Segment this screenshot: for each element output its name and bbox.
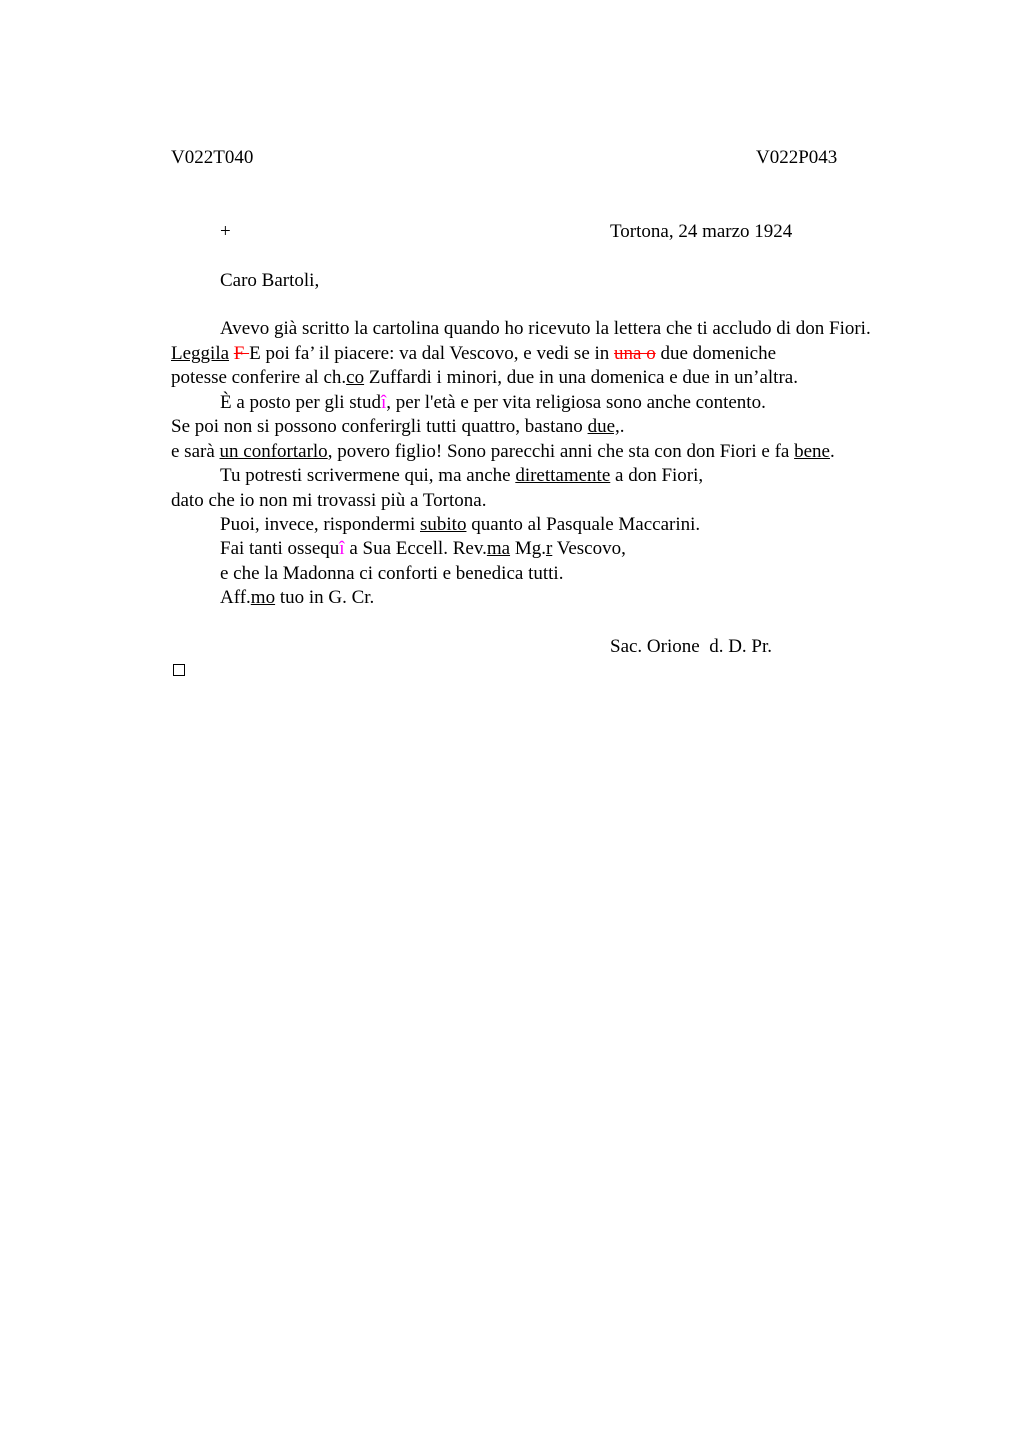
place-date: Tortona, 24 marzo 1924 xyxy=(610,221,793,242)
signature: Sac. Orione d. D. Pr. xyxy=(610,636,773,657)
underlined-text: mo xyxy=(250,587,276,608)
letter-line-5: Se poi non si possono conferirgli tutti quattro, bastano due,. xyxy=(171,416,625,437)
underlined-text: direttamente xyxy=(515,465,611,486)
underlined-text: subito xyxy=(420,514,467,535)
letter-line-7: Tu potresti scrivermene qui, ma anche direttamente a don Fiori, xyxy=(220,465,704,486)
letter-line-11: e che la Madonna ci conforti e benedica tutti. xyxy=(220,563,564,584)
underlined-text: ma xyxy=(486,538,511,559)
underlined-text: un confortarlo xyxy=(219,441,328,462)
underlined-text: Leggila xyxy=(171,343,230,364)
letter-line-6: e sarà un confortarlo, povero figlio! Sono parecchi anni che sta con don Fiori e fa bene. xyxy=(171,441,835,462)
letter-line-2: Leggila F E poi fa’ il piacere: va dal Vescovo, e vedi se in una o due domeniche xyxy=(171,343,777,364)
letter-line-4: È a posto per gli studî, per l'età e per vita religiosa sono anche contento. xyxy=(220,392,766,413)
deleted-text: una o xyxy=(614,343,656,364)
underlined-text: co xyxy=(346,367,365,388)
salutation: Caro Bartoli, xyxy=(220,270,320,291)
deleted-text: F xyxy=(233,343,250,364)
inserted-text: î xyxy=(339,538,345,559)
underlined-text: r xyxy=(545,538,553,559)
letter-line-9: Puoi, invece, rispondermi subito quanto al Pasquale Maccarini. xyxy=(220,514,701,535)
letter-line-10: Fai tanti ossequî a Sua Eccell. Rev.ma Mg.r Vescovo, xyxy=(220,538,626,559)
empty-square-icon xyxy=(173,664,185,676)
letter-line-1: Avevo già scritto la cartolina quando ho ricevuto la lettera che ti accludo di don Fiori. xyxy=(220,318,871,339)
letter-line-8: dato che io non mi trovassi più a Tortona. xyxy=(171,490,487,511)
letter-line-12: Aff.mo tuo in G. Cr. xyxy=(220,587,375,608)
document-code-right: V022P043 xyxy=(756,147,838,168)
underlined-text: due, xyxy=(587,416,620,437)
inserted-text: î xyxy=(380,392,387,413)
letter-line-3: potesse conferire al ch.co Zuffardi i minori, due in una domenica e due in un’altra. xyxy=(171,367,798,388)
underlined-text: bene xyxy=(794,441,830,462)
document-code-left: V022T040 xyxy=(171,147,254,168)
cross-symbol: + xyxy=(220,221,231,242)
